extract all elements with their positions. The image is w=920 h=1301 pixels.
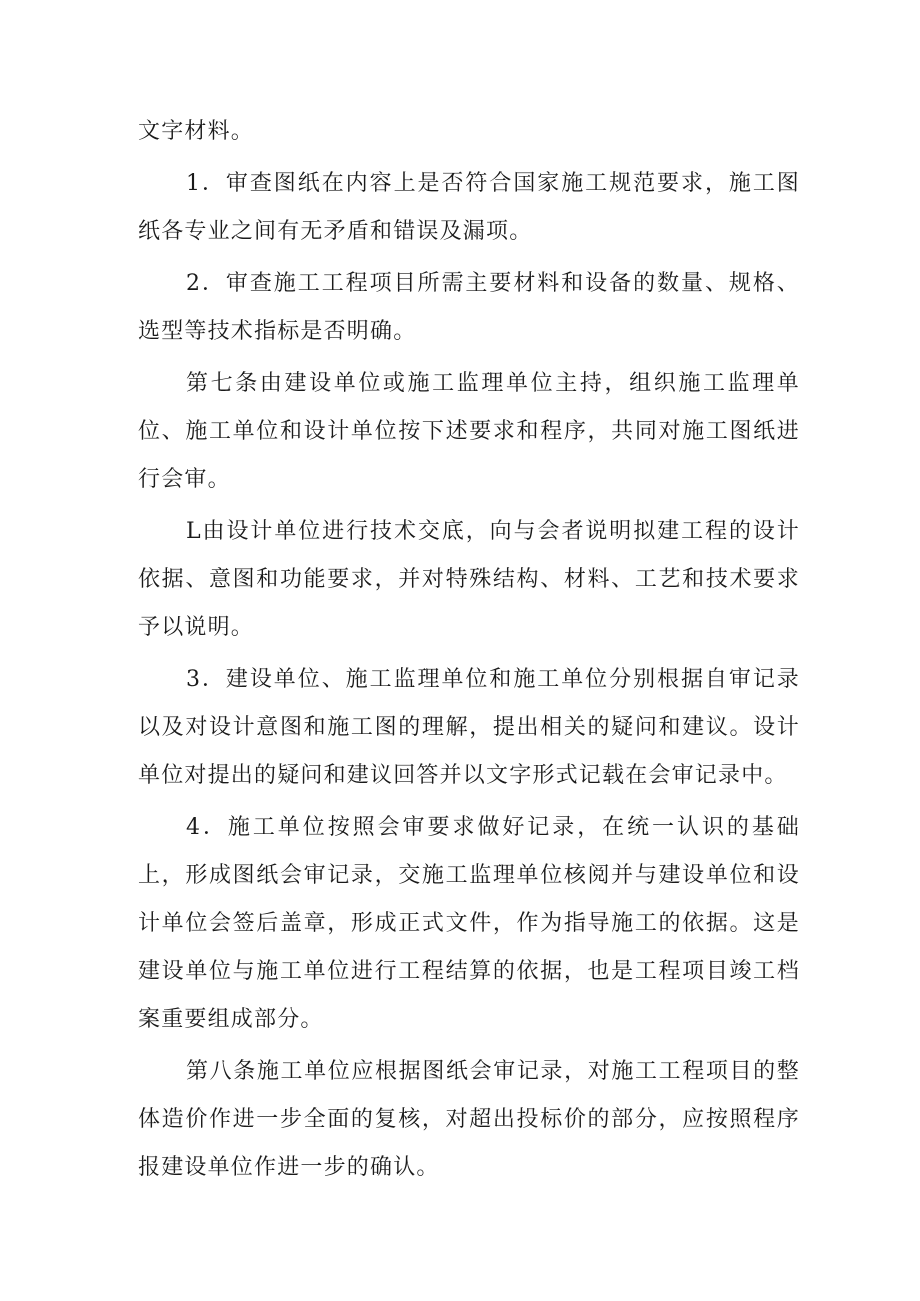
- paragraph-continuation: 文字材料。: [138, 119, 255, 144]
- paragraph-article-8: 第八条施工单位应根据图纸会审记录，对施工工程项目的整体造价作进一步全面的复核，对超出投标价的部分，应按照程序报建设单位作进一步的确认。: [138, 1059, 800, 1180]
- document-body: [138, 108, 800, 1192]
- paragraph-item-4: 4．施工单位按照会审要求做好记录，在统一认识的基础上，形成图纸会审记录，交施工监理单位核阅并与建设单位和设计单位会签后盖章，形成正式文件，作为指导施工的依据。这是建设单位与施工单位进行工程结算的依据，也是工程项目竣工档案重要组成部分。: [138, 815, 800, 1032]
- paragraph-article-7: 第七条由建设单位或施工监理单位主持，组织施工监理单位、施工单位和设计单位按下述要求和程序，共同对施工图纸进行会审。: [138, 371, 800, 492]
- paragraph-item-l: L由设计单位进行技术交底，向与会者说明拟建工程的设计依据、意图和功能要求，并对特殊结构、材料、工艺和技术要求予以说明。: [138, 519, 800, 640]
- paragraph-item-1: 1．审查图纸在内容上是否符合国家施工规范要求，施工图纸各专业之间有无矛盾和错误及漏项。: [138, 171, 800, 244]
- paragraph-item-3: 3．建设单位、施工监理单位和施工单位分别根据自审记录以及对设计意图和施工图的理解，提出相关的疑问和建议。设计单位对提出的疑问和建议回答并以文字形式记载在会审记录中。: [138, 667, 800, 788]
- paragraph-item-2: 2．审查施工工程项目所需主要材料和设备的数量、规格、选型等技术指标是否明确。: [138, 271, 800, 344]
